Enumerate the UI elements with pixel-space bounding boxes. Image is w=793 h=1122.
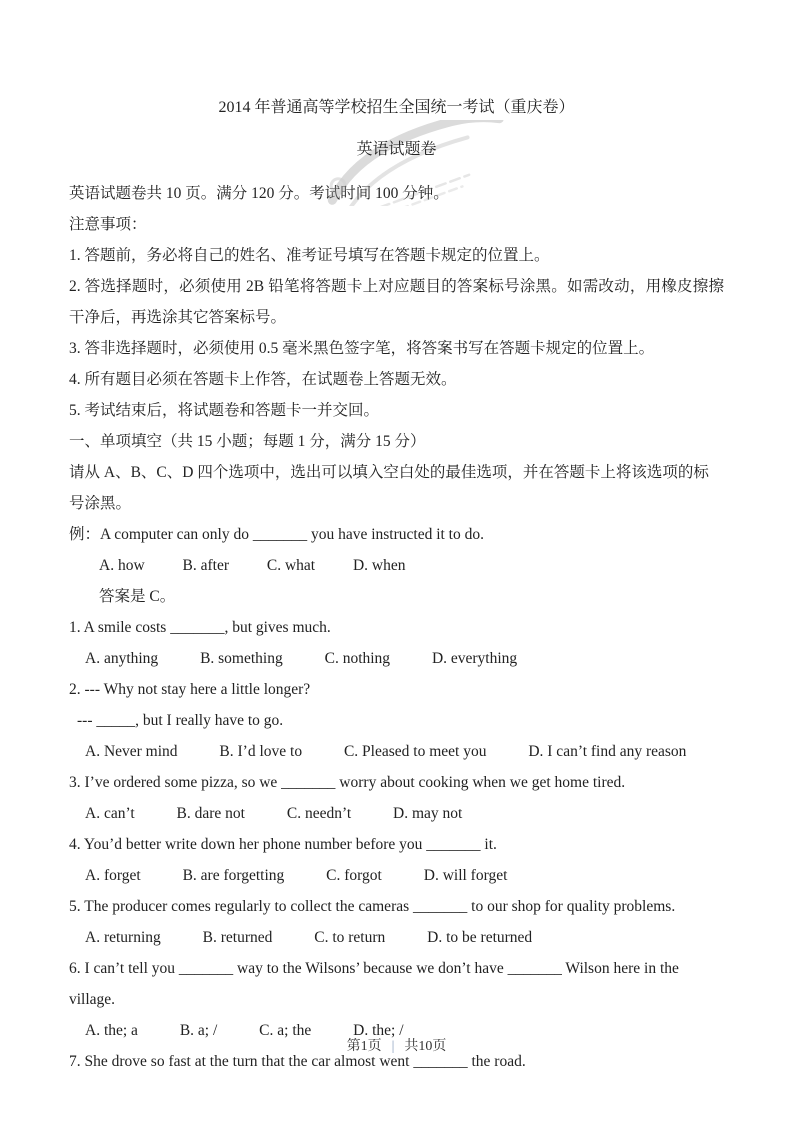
option-a: A. Never mind: [85, 743, 178, 760]
option-b: B. a; /: [179, 1022, 218, 1039]
option-d: D. I can’t find any reason: [528, 743, 687, 760]
option-b: B. something: [200, 650, 283, 667]
exam-page: [69, 92, 724, 1077]
option-c: C. Pleased to meet you: [343, 743, 487, 760]
notice-heading: 注意事项：: [69, 216, 147, 233]
question-stem: 6. I can’t tell you _______ way to the Wilsons’ because we don’t have _______ Wilson here in the village.: [69, 960, 679, 1008]
option-d: D. everything: [431, 650, 518, 667]
question-options: [69, 860, 724, 891]
page-footer: [0, 1031, 793, 1062]
question-stem: 5. The producer comes regularly to collect the cameras _______ to our shop for quality problems.: [69, 898, 676, 915]
option-d: D. to be returned: [427, 929, 533, 946]
option-a: A. forget: [85, 867, 141, 884]
question-stem: 2. --- Why not stay here a little longer?: [69, 681, 311, 698]
option-c: C. forgot: [326, 867, 382, 884]
question-1: [69, 612, 724, 674]
option-a: A. returning: [85, 929, 161, 946]
option-b: B. I’d love to: [219, 743, 303, 760]
page-subtitle: 英语试题卷: [356, 141, 437, 158]
question-options: [69, 643, 724, 674]
example-options: [69, 550, 724, 581]
example-block: [69, 519, 724, 612]
page-total: 共10页: [404, 1039, 447, 1054]
question-options: [69, 736, 724, 767]
exam-info: 英语试题卷共 10 页。满分 120 分。考试时间 100 分钟。: [69, 185, 449, 202]
question-stem: 3. I’ve ordered some pizza, so we _______ worry about cooking when we get home tired.: [69, 774, 626, 791]
option-a: A. how: [99, 557, 145, 574]
option-a: A. can’t: [85, 805, 135, 822]
footer-separator: |: [391, 1039, 395, 1054]
notice-item-1: 1. 答题前，务必将自己的姓名、准考证号填写在答题卡规定的位置上。: [69, 247, 550, 264]
notice-item-4: 4. 所有题目必须在答题卡上作答，在试题卷上答题无效。: [69, 371, 457, 388]
question-4: [69, 829, 724, 891]
notice-item-2: 2. 答选择题时，必须使用 2B 铅笔将答题卡上对应题目的答案标号涂黑。如需改动，用橡皮擦擦干净后，再选涂其它答案标号。: [69, 278, 724, 326]
option-a: A. the; a: [85, 1022, 138, 1039]
question-2: [69, 674, 724, 767]
example-stem: 例：A computer can only do _______ you have instructed it to do.: [69, 526, 484, 543]
question-3: [69, 767, 724, 829]
section-heading: 一、单项填空（共 15 小题；每题 1 分，满分 15 分）: [69, 433, 426, 450]
option-c: C. nothing: [324, 650, 391, 667]
section-instruction: 请从 A、B、C、D 四个选项中，选出可以填入空白处的最佳选项，并在答题卡上将该选项的标号涂黑。: [69, 464, 709, 512]
option-b: B. returned: [202, 929, 273, 946]
question-options: [69, 922, 724, 953]
question-stem: 7. She drove so fast at the turn that the car almost went _______ the road.: [69, 1053, 526, 1070]
question-5: [69, 891, 724, 953]
option-c: C. a; the: [259, 1022, 312, 1039]
page-title: 2014 年普通高等学校招生全国统一考试（重庆卷）: [218, 99, 575, 116]
option-d: D. may not: [393, 805, 463, 822]
option-c: C. what: [266, 557, 316, 574]
notice-item-3: 3. 答非选择题时，必须使用 0.5 毫米黑色签字笔，将答案书写在答题卡规定的位置上。: [69, 340, 655, 357]
question-stem: 1. A smile costs _______, but gives much.: [69, 619, 331, 636]
question-options: [69, 798, 724, 829]
option-b: B. are forgetting: [182, 867, 285, 884]
option-d: D. when: [352, 557, 406, 574]
option-d: D. the; /: [353, 1022, 404, 1039]
option-c: C. needn’t: [286, 805, 352, 822]
option-a: A. anything: [85, 650, 159, 667]
question-stem: 4. You’d better write down her phone number before you _______ it.: [69, 836, 497, 853]
example-answer: 答案是 C。: [99, 588, 176, 605]
option-d: D. will forget: [423, 867, 508, 884]
option-c: C. to return: [314, 929, 386, 946]
option-b: B. dare not: [176, 805, 245, 822]
option-b: B. after: [182, 557, 229, 574]
notice-item-5: 5. 考试结束后，将试题卷和答题卡一并交回。: [69, 402, 380, 419]
question-stem-reply: --- _____, but I really have to go.: [77, 712, 284, 729]
page-number: 第1页: [346, 1039, 382, 1054]
